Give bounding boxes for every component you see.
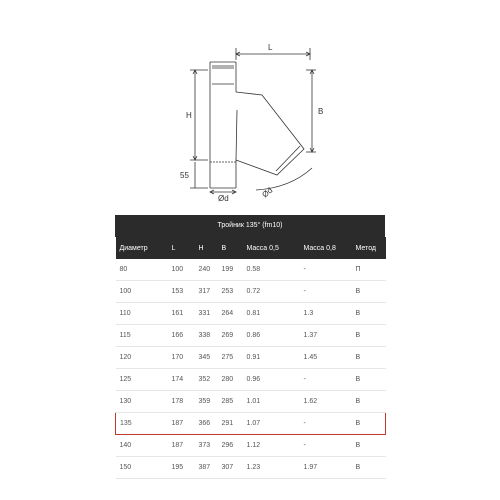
cell-b: 275 bbox=[218, 347, 243, 369]
cell-b: 269 bbox=[218, 325, 243, 347]
cell-h: 345 bbox=[195, 347, 218, 369]
cell-b: 253 bbox=[218, 281, 243, 303]
cell-mass-08: 1.37 bbox=[300, 325, 352, 347]
table-row bbox=[116, 391, 386, 413]
cell-mass-08: 1.62 bbox=[300, 391, 352, 413]
header-mass-05: Масса 0,5 bbox=[243, 237, 300, 259]
cell-l: 187 bbox=[168, 413, 195, 435]
cell-diameter: 100 bbox=[116, 281, 168, 303]
cell-method: В bbox=[352, 325, 386, 347]
cell-diameter: 125 bbox=[116, 369, 168, 391]
cell-mass-05: 0.86 bbox=[243, 325, 300, 347]
cell-mass-05: 0.96 bbox=[243, 369, 300, 391]
cell-h: 317 bbox=[195, 281, 218, 303]
header-b: B bbox=[218, 237, 243, 259]
table-header-row bbox=[116, 237, 386, 259]
table-row bbox=[116, 457, 386, 479]
cell-h: 373 bbox=[195, 435, 218, 457]
cell-mass-08: - bbox=[300, 435, 352, 457]
table-row bbox=[116, 303, 386, 325]
cell-b: 291 bbox=[218, 413, 243, 435]
cell-l: 100 bbox=[168, 259, 195, 281]
dim-label-h: H bbox=[186, 111, 192, 120]
cell-b: 296 bbox=[218, 435, 243, 457]
dim-label-d: Ød bbox=[218, 194, 229, 203]
cell-method: В bbox=[352, 391, 386, 413]
table-row bbox=[116, 259, 386, 281]
cell-method: В bbox=[352, 369, 386, 391]
dim-label-l: L bbox=[268, 43, 273, 52]
cell-mass-08: 1.97 bbox=[300, 457, 352, 479]
cell-method: В bbox=[352, 413, 386, 435]
cell-mass-08: - bbox=[300, 369, 352, 391]
header-method: Метод bbox=[352, 237, 386, 259]
cell-h: 359 bbox=[195, 391, 218, 413]
cell-mass-08: - bbox=[300, 281, 352, 303]
cell-h: 331 bbox=[195, 303, 218, 325]
cell-b: 285 bbox=[218, 391, 243, 413]
cell-b: 280 bbox=[218, 369, 243, 391]
cell-l: 178 bbox=[168, 391, 195, 413]
header-l: L bbox=[168, 237, 195, 259]
cell-method: П bbox=[352, 259, 386, 281]
table-row bbox=[116, 435, 386, 457]
tee-technical-drawing bbox=[0, 0, 500, 210]
cell-diameter: 140 bbox=[116, 435, 168, 457]
cell-mass-05: 1.23 bbox=[243, 457, 300, 479]
cell-method: В bbox=[352, 457, 386, 479]
cell-mass-05: 0.58 bbox=[243, 259, 300, 281]
cell-h: 240 bbox=[195, 259, 218, 281]
cell-method: В bbox=[352, 303, 386, 325]
cell-b: 307 bbox=[218, 457, 243, 479]
cell-b: 264 bbox=[218, 303, 243, 325]
table-row bbox=[116, 281, 386, 303]
cell-diameter: 110 bbox=[116, 303, 168, 325]
table-row bbox=[116, 347, 386, 369]
cell-b: 199 bbox=[218, 259, 243, 281]
cell-method: В bbox=[352, 281, 386, 303]
cell-l: 166 bbox=[168, 325, 195, 347]
cell-l: 153 bbox=[168, 281, 195, 303]
dim-label-d-angled: Ød bbox=[260, 185, 275, 200]
cell-h: 387 bbox=[195, 457, 218, 479]
cell-l: 187 bbox=[168, 435, 195, 457]
table-title: Тройник 135° (fm10) bbox=[115, 215, 385, 237]
table-row bbox=[116, 325, 386, 347]
cell-mass-05: 0.81 bbox=[243, 303, 300, 325]
table-row bbox=[116, 369, 386, 391]
cell-mass-05: 1.01 bbox=[243, 391, 300, 413]
spec-table bbox=[115, 215, 385, 479]
dim-label-b: B bbox=[318, 107, 324, 116]
header-h: H bbox=[195, 237, 218, 259]
cell-diameter: 150 bbox=[116, 457, 168, 479]
cell-diameter: 130 bbox=[116, 391, 168, 413]
cell-method: В bbox=[352, 435, 386, 457]
cell-h: 366 bbox=[195, 413, 218, 435]
header-mass-08: Масса 0,8 bbox=[300, 237, 352, 259]
cell-diameter: 115 bbox=[116, 325, 168, 347]
cell-l: 174 bbox=[168, 369, 195, 391]
table-row-highlighted bbox=[116, 413, 386, 435]
cell-mass-08: 1.3 bbox=[300, 303, 352, 325]
cell-l: 195 bbox=[168, 457, 195, 479]
cell-method: В bbox=[352, 347, 386, 369]
cell-diameter: 120 bbox=[116, 347, 168, 369]
cell-h: 352 bbox=[195, 369, 218, 391]
cell-diameter: 80 bbox=[116, 259, 168, 281]
cell-mass-08: - bbox=[300, 413, 352, 435]
cell-mass-05: 1.07 bbox=[243, 413, 300, 435]
cell-h: 338 bbox=[195, 325, 218, 347]
cell-l: 161 bbox=[168, 303, 195, 325]
cell-mass-08: 1.45 bbox=[300, 347, 352, 369]
cell-mass-05: 1.12 bbox=[243, 435, 300, 457]
dimensions-table bbox=[115, 237, 386, 479]
cell-diameter: 135 bbox=[116, 413, 168, 435]
cell-mass-05: 0.72 bbox=[243, 281, 300, 303]
cell-mass-05: 0.91 bbox=[243, 347, 300, 369]
header-diameter: Диаметр bbox=[116, 237, 168, 259]
dim-label-55: 55 bbox=[180, 171, 189, 180]
cell-l: 170 bbox=[168, 347, 195, 369]
cell-mass-08: - bbox=[300, 259, 352, 281]
